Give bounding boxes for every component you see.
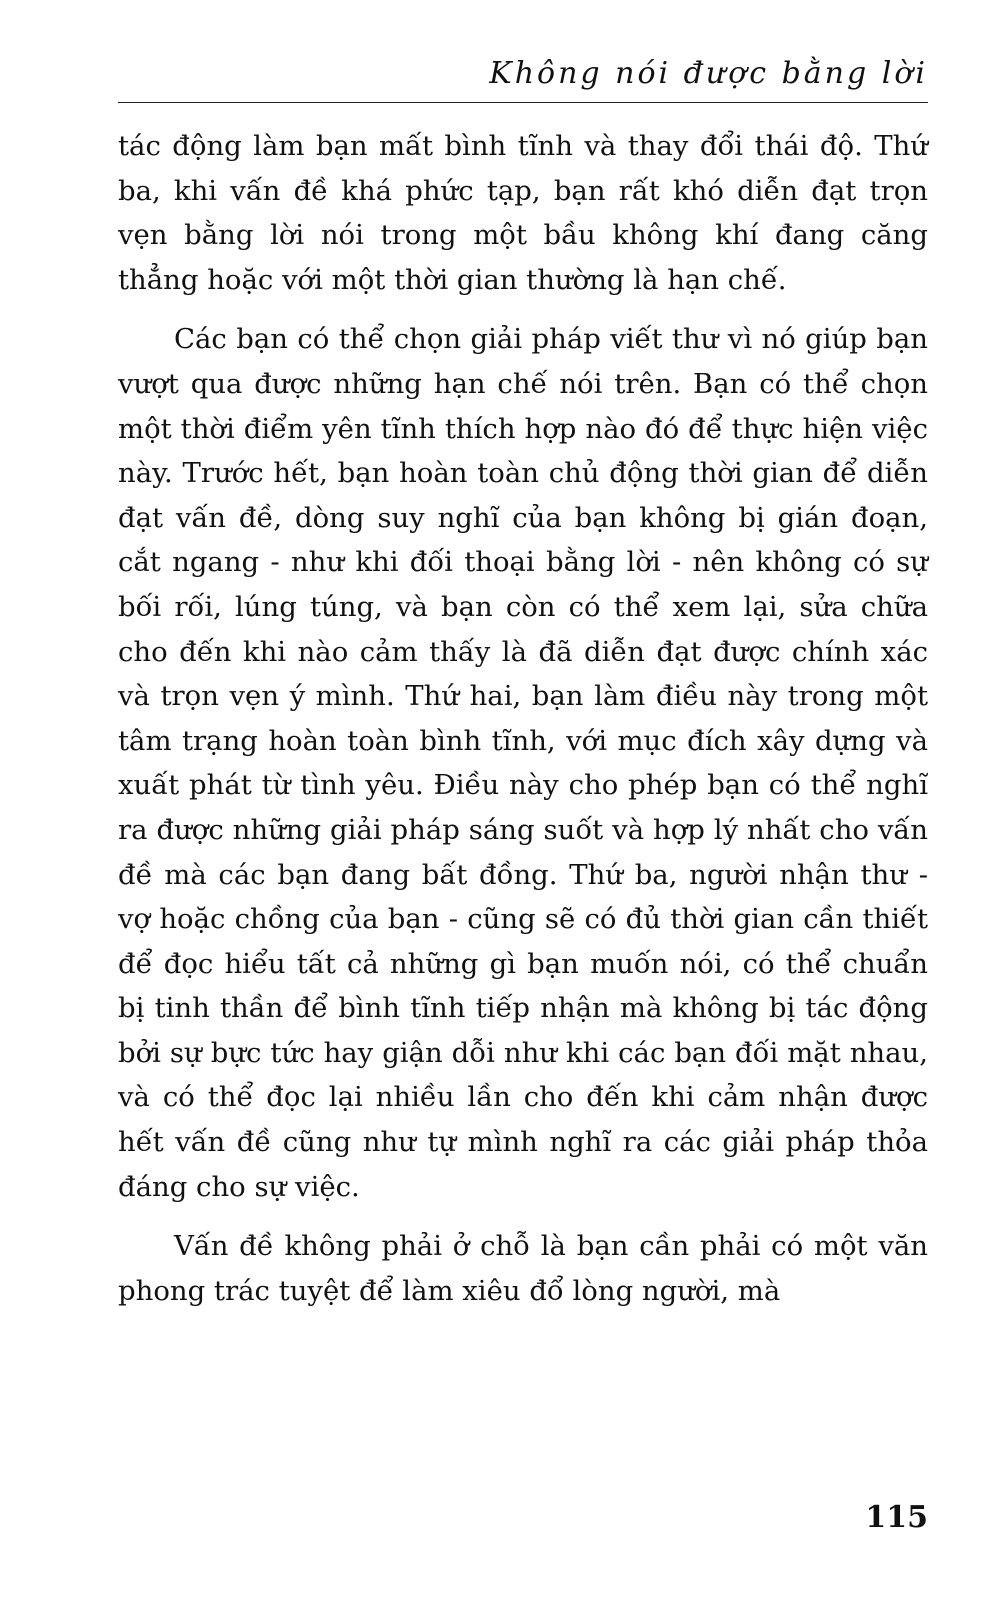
paragraph-3: Vấn đề không phải ở chỗ là bạn cần phải có một văn phong trác tuyệt để làm xiêu đổ lòng người, mà bbox=[118, 1230, 928, 1307]
paragraph-2: Các bạn có thể chọn giải pháp viết thư vì nó giúp bạn vượt qua được những hạn chế nói trên. Bạn có thể chọn một thời điểm yên tĩnh thích hợp nào đó để thực hiện việc này. Trước hết, bạn hoàn toàn chủ động thời gian để diễn đạt vấn đề, dòng suy nghĩ của bạn không bị gián đoạn, cắt ngang - như khi đối thoại bằng lời - nên không có sự bối rối, lúng túng, và bạn còn có thể xem lại, sửa chữa cho đến khi nào cảm thấy là đã diễn đạt được chính xác và trọn vẹn ý mình. Thứ hai, bạn làm điều này trong một tâm trạng hoàn toàn bình tĩnh, với mục đích xây dựng và xuất phát từ tình yêu. Điều này cho phép bạn có thể nghĩ ra được những giải pháp sáng suốt và hợp lý nhất cho vấn đề mà các bạn đang bất đồng. Thứ ba, người nhận thư - vợ hoặc chồng của bạn - cũng sẽ có đủ thời gian cần thiết để đọc hiểu tất cả những gì bạn muốn nói, có thể chuẩn bị tinh thần để bình tĩnh tiếp nhận mà không bị tác động bởi sự bực tức hay giận dỗi như khi các bạn đối mặt nhau, và có thể đọc lại nhiều lần cho đến khi cảm nhận được hết vấn đề cũng như tự mình nghĩ ra các giải pháp thỏa đáng cho sự việc. bbox=[118, 323, 928, 1203]
page-number: 115 bbox=[865, 1500, 928, 1535]
body-text bbox=[118, 124, 928, 1313]
running-title: Không nói được bằng lời bbox=[489, 56, 928, 91]
running-header bbox=[118, 50, 928, 103]
paragraph-1: tác động làm bạn mất bình tĩnh và thay đổi thái độ. Thứ ba, khi vấn đề khá phức tạp, bạn rất khó diễn đạt trọn vẹn bằng lời nói trong một bầu không khí đang căng thẳng hoặc với một thời gian thường là hạn chế. bbox=[118, 130, 928, 296]
